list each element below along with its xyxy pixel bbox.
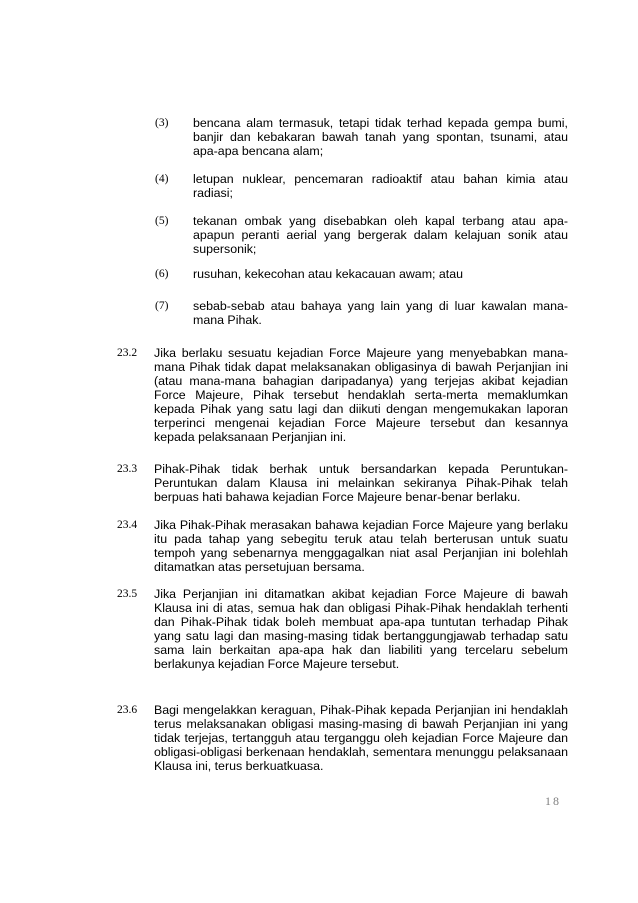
- subclause-text: letupan nuklear, pencemaran radioaktif atau bahan kimia atau radiasi;: [193, 172, 568, 200]
- subclause-number: (4): [155, 173, 169, 185]
- subclause-text: tekanan ombak yang disebabkan oleh kapal terbang atau apa-apapun peranti aerial yang bergerak dalam kelajuan sonik atau supersonik;: [193, 214, 568, 256]
- clause-number: 23.5: [117, 588, 138, 600]
- clause-number: 23.2: [117, 347, 138, 359]
- clause-text: Pihak-Pihak tidak berhak untuk bersandarkan kepada Peruntukan-Peruntukan dalam Klausa ini melainkan sekiranya Pihak-Pihak telah berpuas hati bahawa kejadian Force Majeure benar-benar berlaku.: [154, 462, 568, 504]
- page-number: 18: [545, 794, 561, 808]
- subclause-number: (6): [155, 268, 169, 280]
- clause-number: 23.6: [117, 704, 138, 716]
- clause-number: 23.3: [117, 463, 138, 475]
- clause-text: Jika berlaku sesuatu kejadian Force Majeure yang menyebabkan mana-mana Pihak tidak dapat melaksanakan obligasinya di bawah Perjanjian ini (atau mana-mana bahagian daripadanya) yang terjejas akibat kejadian Force Majeure, Pihak tersebut hendaklah serta-merta memaklumkan kepada Pihak yang satu lagi dan diikuti dengan mengemukakan laporan terperinci mengenai kejadian Force Majeure tersebut dan kesannya kepada pelaksanaan Perjanjian ini.: [154, 346, 568, 444]
- subclause-text: rusuhan, kekecohan atau kekacauan awam; atau: [193, 267, 464, 281]
- clause-number: 23.4: [117, 519, 138, 531]
- subclause-text: bencana alam termasuk, tetapi tidak terhad kepada gempa bumi, banjir dan kebakaran bawah tanah yang spontan, tsunami, atau apa-apa bencana alam;: [193, 116, 568, 158]
- clause-text: Bagi mengelakkan keraguan, Pihak-Pihak kepada Perjanjian ini hendaklah terus melaksanakan obligasi masing-masing di bawah Perjanjian ini yang tidak terjejas, tertangguh atau terganggu oleh kejadian Force Majeure dan obligasi-obligasi berkenaan hendaklah, sementara menunggu pelaksanaan Klausa ini, terus berkuatkuasa.: [154, 703, 568, 773]
- clause-text: Jika Pihak-Pihak merasakan bahawa kejadian Force Majeure yang berlaku itu pada tahap yang sebegitu teruk atau telah berterusan untuk suatu tempoh yang sebenarnya menggagalkan niat asal Perjanjian ini bolehlah ditamatkan atas persetujuan bersama.: [154, 518, 568, 574]
- subclause-text: sebab-sebab atau bahaya yang lain yang di luar kawalan mana-mana Pihak.: [193, 299, 568, 327]
- clause-text: Jika Perjanjian ini ditamatkan akibat kejadian Force Majeure di bawah Klausa ini di atas, semua hak dan obligasi Pihak-Pihak hendaklah terhenti dan Pihak-Pihak tidak boleh membuat apa-apa tuntutan terhadap Pihak yang satu lagi dan masing-masing tidak bertanggungjawab terhadap satu sama lain berkaitan apa-apa hak dan liabiliti yang tercelaru sebelum berlakunya kejadian Force Majeure tersebut.: [154, 587, 568, 671]
- subclause-number: (3): [155, 117, 169, 129]
- subclause-number: (5): [155, 215, 169, 227]
- subclause-number: (7): [155, 300, 169, 312]
